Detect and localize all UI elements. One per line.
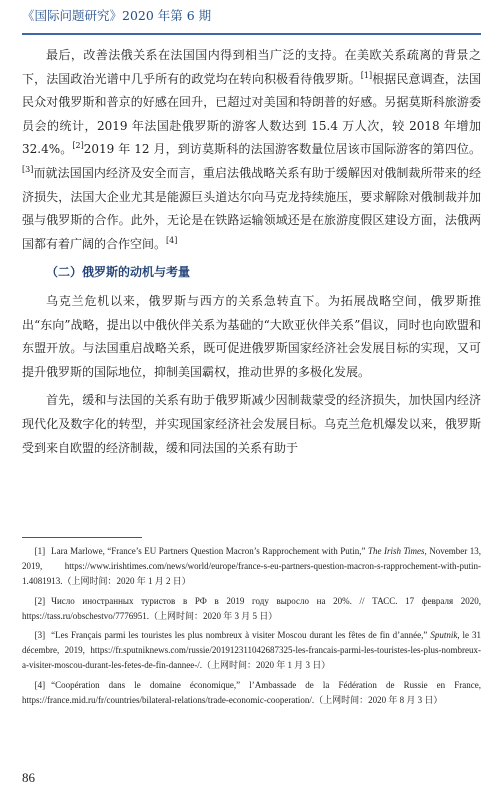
header-rule (22, 33, 481, 35)
footnote-4 (22, 678, 481, 708)
section-heading: （二）俄罗斯的动机与考量 (46, 265, 191, 280)
paragraph-1 (22, 44, 481, 256)
footnote-1 (22, 544, 481, 590)
footnote-text-rest: , November 13, 2019, https://www.irishtimes.com/news/world/europe/france-s-eu-partners-question-macron-s-rapprochement-with-putin-1.4081913.（上网时间：2020 年 1 月 2 日） (22, 546, 481, 587)
footnote-text: Число иностранных туристов в РФ в 2019 году выросло на 20%. // ТАСС. 17 февраля 2020, https://tass.ru/obschestvo/7776951.（上网时间：2020 年 3 月 5 日） (22, 595, 481, 621)
paragraph-1-text-3: 2019 年 12 月，到访莫斯科的法国游客数量位居该市国际游客的第四位。 (83, 142, 481, 157)
footnote-2 (22, 594, 481, 624)
footnote-ref-2[interactable]: [2] (72, 141, 84, 151)
footnotes (22, 544, 481, 712)
paragraph-1-text-1: 最后，改善法俄关系在法国国内得到相当广泛的支持。在美欧关系疏离的背景之下，法国政治光谱中几乎所有的政党均在转向积极看待俄罗斯。 (22, 48, 481, 86)
footnote-ref-3[interactable]: [3] (22, 164, 34, 174)
footnote-number: [3] (34, 630, 46, 641)
footnote-source-title: The Irish Times (368, 546, 425, 556)
paragraph-1-text-2: 根据民意调查，法国民众对俄罗斯和普京的好感在回升，已超过对美国和特朗普的好感。另据莫斯科旅游委员会的统计，2019 年法国赴俄罗斯的游客人数达到 15.4 万人次，较 2018 年增加 32.4%。 (22, 71, 481, 157)
footnote-separator (22, 537, 142, 538)
footnote-source-title: Sputnik (430, 630, 458, 641)
footnote-text: “Coopération dans le domaine économique,” l’Ambassade de la Fédération de Russie en France, https://france.mid.ru/fr/countries/bilateral-relations/trade-economic-cooperation/.（上网时间：2020 年 8 月 3 日） (22, 679, 481, 705)
footnote-text: Lara Marlowe, “France’s EU Partners Question Macron’s Rapprochement with Putin,” (51, 546, 368, 556)
journal-running-title: 《国际问题研究》2020 年第 6 期 (22, 8, 212, 23)
footnote-ref-4[interactable]: [4] (166, 235, 178, 245)
footnote-number: [4] (34, 679, 46, 690)
footnote-number: [2] (34, 595, 46, 606)
footnote-3 (22, 628, 481, 674)
page-number: 86 (22, 770, 35, 785)
footnote-number: [1] (34, 546, 46, 556)
running-header (22, 6, 481, 24)
paragraph-3: 首先，缓和与法国的关系有助于俄罗斯减少因制裁蒙受的经济损失，加快国内经济现代化及数字化的转型，并实现国家经济社会发展目标。乌克兰危机爆发以来，俄罗斯受到来自欧盟的经济制裁，缓和同法国的关系有助于 (22, 393, 481, 455)
footnote-text-rest: , le 31 décembre, 2019, https://fr.sputniknews.com/russie/201912311042687325-les-francais-parmi-les-touristes-les-plus-nombreux-a-visiter-moscou-durant-les-fetes-de-fin-dannee-/.（上网时间：2020 年 1 月 3 日） (22, 630, 481, 671)
footnote-text: “Les Français parmi les touristes les plus nombreux à visiter Moscou durant les fêtes de fin d’année,” (51, 630, 431, 641)
paragraph-1-text-4: 而就法国国内经济及安全而言，重启法俄战略关系有助于缓解因对俄制裁所带来的经济损失，法国大企业尤其是能源巨头道达尔向马克龙持续施压，要求解除对俄制裁并加强与俄罗斯的合作。此外，无论是在铁路运输领域还是在旅游度假区建设方面，法俄两国都有着广阔的合作空间。 (22, 165, 481, 251)
article-body (22, 44, 481, 465)
paragraph-2: 乌克兰危机以来，俄罗斯与西方的关系急转直下。为拓展战略空间，俄罗斯推出“东向”战略，提出以中俄伙伴关系为基础的“大欧亚伙伴关系”倡议，同时也向欧盟和东盟开放。与法国重启战略关系，既可促进俄罗斯国家经济社会发展目标的实现，又可提升俄罗斯的国际地位，抑制美国霸权，推动世界的多极化发展。 (22, 293, 481, 379)
footnote-ref-1[interactable]: [1] (360, 70, 373, 80)
